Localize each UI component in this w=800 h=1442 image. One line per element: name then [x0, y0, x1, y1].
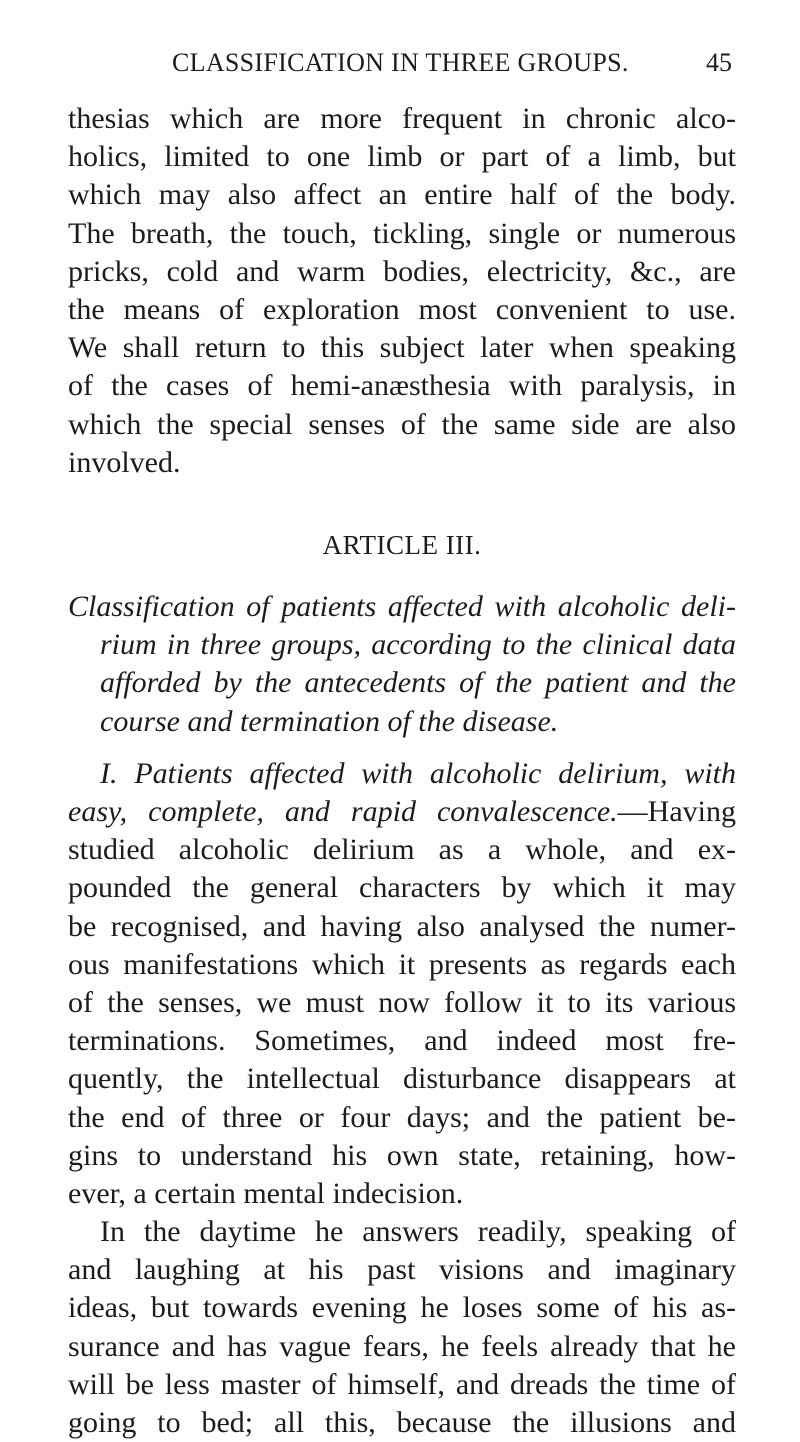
text-line: ever, a certain mental indecision.: [68, 1176, 464, 1210]
section-one: [68, 755, 736, 1213]
text-line: studied alcoholic delirium as a whole, and ex-: [68, 833, 736, 867]
subtitle-line: Classification of patients affected with alcoholic deli-: [68, 590, 736, 624]
subtitle-line: afforded by the antecedents of the patient and the: [100, 666, 736, 700]
text-line: quently, the intellectual disturbance disappears at: [68, 1062, 736, 1096]
text-line: We shall return to this subject later when speaking: [68, 331, 736, 365]
text-line: thesias which are more frequent in chronic alco-: [68, 102, 736, 135]
text-line: ous manifestations which it presents as regards each: [68, 947, 736, 981]
page-number: 45: [706, 48, 732, 77]
text-line: ideas, but towards evening he loses some of his as-: [68, 1291, 736, 1325]
text-line: which may also affect an entire half of the body.: [68, 178, 736, 212]
section-heading-line: [68, 793, 736, 831]
text-line: the end of three or four days; and the patient be-: [68, 1100, 736, 1134]
text-line: will be less master of himself, and dreads the time of: [68, 1367, 736, 1401]
text-line: of the cases of hemi-anæsthesia with paralysis, in: [68, 369, 736, 403]
text-line: be recognised, and having also analysed the numer-: [68, 909, 736, 943]
section-heading-italic: easy, complete, and rapid convalescence.: [68, 795, 618, 828]
text-line: pounded the general characters by which it may: [68, 871, 736, 905]
subtitle-line: rium in three groups, according to the clinical data: [100, 628, 736, 662]
section-heading-line: I. Patients affected with alcoholic delirium, with: [100, 756, 736, 790]
paragraph-hemianesthesia: [68, 100, 736, 482]
text-line: The breath, the touch, tickling, single or numerous: [68, 216, 736, 250]
text-line: terminations. Sometimes, and indeed most fre-: [68, 1024, 736, 1058]
text-line: holics, limited to one limb or part of a limb, but: [68, 140, 736, 174]
article-heading: ARTICLE III.: [322, 529, 482, 560]
running-head: [172, 48, 732, 88]
subtitle-line: course and termination of the disease.: [100, 704, 559, 738]
paragraph-daytime: [68, 1213, 736, 1442]
text-line: surance and has vague fears, he feels already that he: [68, 1329, 736, 1363]
section-lead-text: —Having: [617, 795, 736, 828]
text-line: going to bed; all this, because the illusions and: [68, 1406, 736, 1439]
running-title: CLASSIFICATION IN THREE GROUPS.: [172, 48, 629, 77]
text-line: gins to understand his own state, retaining, how-: [68, 1138, 736, 1172]
text-line: pricks, cold and warm bodies, electricity, &c., are: [68, 254, 736, 288]
text-line: which the special senses of the same side are also: [68, 407, 736, 441]
text-line: of the senses, we must now follow it to its various: [68, 985, 736, 1019]
article-subtitle: [68, 588, 736, 741]
text-line: the means of exploration most convenient to use.: [68, 292, 736, 326]
body-text: [68, 100, 736, 1442]
text-line: and laughing at his past visions and imaginary: [68, 1253, 736, 1287]
text-line: In the daytime he answers readily, speaking of: [100, 1215, 736, 1249]
text-line: involved.: [68, 445, 181, 479]
